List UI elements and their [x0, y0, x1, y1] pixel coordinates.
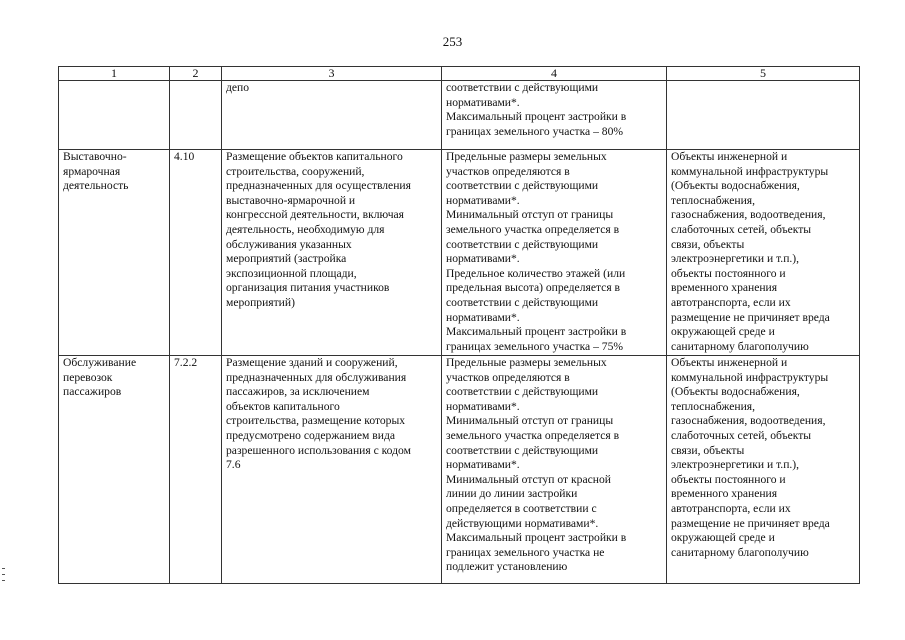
scan-margin-marks — [2, 568, 5, 586]
header-cell-3: 3 — [222, 67, 442, 81]
table-row — [59, 81, 860, 150]
use-description-cell: Размещение объектов капитального строительства, сооружений, предназначенных для осуществления выставочно-ярмарочной и конгрессной деятельности, включая деятельность, необходимую для обслуживания указанных мероприятий (застройка экспозиционной площади, организация питания участников мероприятий) — [222, 150, 442, 356]
use-code-cell — [170, 81, 222, 150]
use-description-cell: депо — [222, 81, 442, 150]
use-code-cell: 7.2.2 — [170, 356, 222, 584]
zoning-table — [58, 66, 860, 584]
use-name-cell: Обслуживание перевозок пассажиров — [59, 356, 170, 584]
auxiliary-uses-cell — [667, 81, 860, 150]
use-description-cell: Размещение зданий и сооружений, предназначенных для обслуживания пассажиров, за исключением объектов капитального строительства, размещение которых предусмотрено содержанием вида разрешенного использования с кодом 7.6 — [222, 356, 442, 584]
use-code-cell: 4.10 — [170, 150, 222, 356]
page-number: 253 — [442, 34, 463, 49]
table-row — [59, 356, 860, 584]
header-cell-1: 1 — [59, 67, 170, 81]
header-cell-2: 2 — [170, 67, 222, 81]
use-name-cell — [59, 81, 170, 150]
auxiliary-uses-cell: Объекты инженерной и коммунальной инфраструктуры (Объекты водоснабжения, теплоснабжения, газоснабжения, водоотведения, слаботочных сетей, объекты связи, объекты электроэнергетики и т.п.), объекты постоянного и временного хранения автотранспорта, если их размещение не причиняет вреда окружающей среде и санитарному благополучию — [667, 150, 860, 356]
parameters-cell: соответствии с действующими нормативами*. Максимальный процент застройки в границах земельного участка – 80% — [442, 81, 667, 150]
header-cell-5: 5 — [667, 67, 860, 81]
table-header-row — [59, 67, 860, 81]
use-name-cell: Выставочно- ярмарочная деятельность — [59, 150, 170, 356]
parameters-cell: Предельные размеры земельных участков определяются в соответствии с действующими нормативами*. Минимальный отступ от границы земельного участка определяется в соответствии с действующими нормативами*. Минимальный отступ от красной линии до линии застройки определяется в соответствии с действующими нормативами*. Максимальный процент застройки в границах земельного участка не подлежит установлению — [442, 356, 667, 584]
auxiliary-uses-cell: Объекты инженерной и коммунальной инфраструктуры (Объекты водоснабжения, теплоснабжения, газоснабжения, водоотведения, слаботочных сетей, объекты связи, объекты электроэнергетики и т.п.), объекты постоянного и временного хранения автотранспорта, если их размещение не причиняет вреда окружающей среде и санитарному благополучию — [667, 356, 860, 584]
header-cell-4: 4 — [442, 67, 667, 81]
table-row — [59, 150, 860, 356]
parameters-cell: Предельные размеры земельных участков определяются в соответствии с действующими нормативами*. Минимальный отступ от границы земельного участка определяется в соответствии с действующими нормативами*. Предельное количество этажей (или предельная высота) определяется в соответствии с действующими нормативами*. Максимальный процент застройки в границах земельного участка – 75% — [442, 150, 667, 356]
